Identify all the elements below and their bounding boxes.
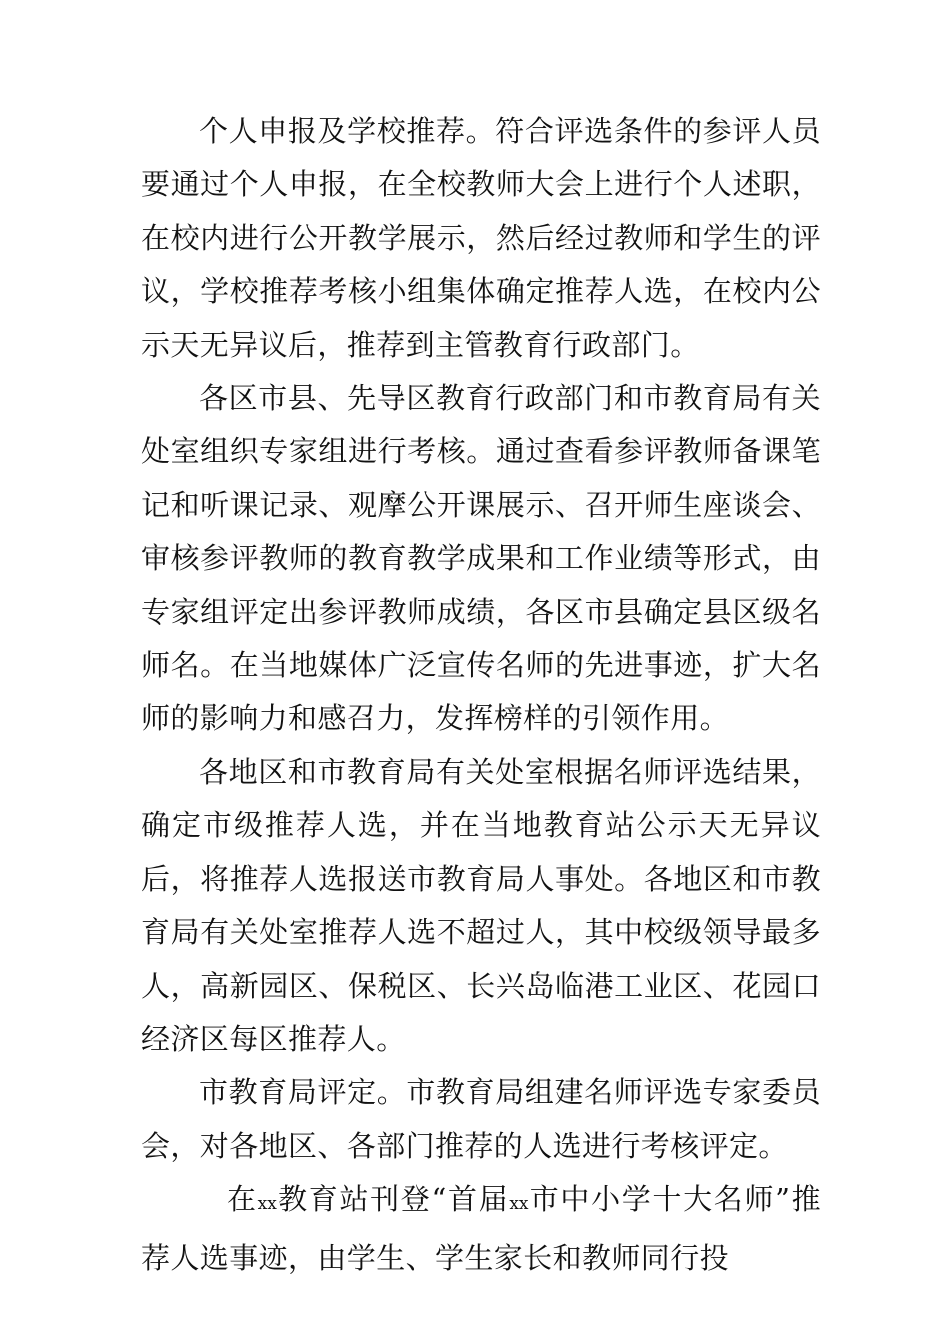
paragraph-5-text-c: 市中小学十大名师”推荐人选事迹，由学生、学生家长和教师同行投 [141, 1182, 822, 1275]
paragraph-5 [141, 1173, 821, 1285]
paragraph-2: 各区市县、先导区教育行政部门和市教育局有关处室组织专家组进行考核。通过查看参评教师备课笔记和听课记录、观摩公开课展示、召开师生座谈会、审核参评教师的教育教学成果和工作业绩等形式，由专家组评定出参评教师成绩，各区市县确定县区级名师名。在当地媒体广泛宣传名师的先进事迹，扩大名师的影响力和感召力，发挥榜样的引领作用。 [141, 381, 821, 736]
paragraph-5-text-b: 教育站刊登“首届 [276, 1182, 510, 1217]
placeholder-xx-2: xx [509, 1194, 529, 1215]
document-body [141, 105, 821, 1285]
paragraph-1: 个人申报及学校推荐。符合评选条件的参评人员要通过个人申报，在全校教师大会上进行个人述职，在校内进行公开教学展示，然后经过教师和学生的评议，学校推荐考核小组集体确定推荐人选，在校内公示天无异议后，推荐到主管教育行政部门。 [141, 114, 821, 362]
paragraph-3: 各地区和市教育局有关处室根据名师评选结果，确定市级推荐人选，并在当地教育站公示天无异议后，将推荐人选报送市教育局人事处。各地区和市教育局有关处室推荐人选不超过人，其中校级领导最多人，高新园区、保税区、长兴岛临港工业区、花园口经济区每区推荐人。 [141, 754, 821, 1056]
paragraph-4: 市教育局评定。市教育局组建名师评选专家委员会，对各地区、各部门推荐的人选进行考核评定。 [141, 1075, 821, 1163]
placeholder-xx-1: xx [257, 1194, 277, 1215]
paragraph-5-text-a: 在 [227, 1182, 258, 1217]
